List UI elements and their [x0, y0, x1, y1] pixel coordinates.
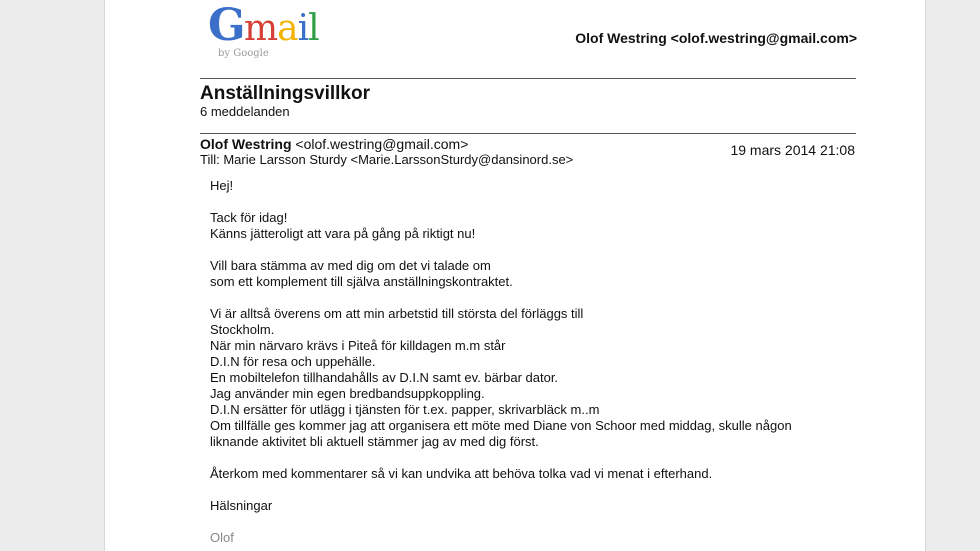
greeting: Hej! — [210, 178, 234, 193]
signature: Olof — [210, 530, 234, 545]
printed-email-page — [104, 0, 926, 551]
account-email: Olof Westring <olof.westring@gmail.com> — [575, 30, 857, 46]
logo-by-google: by Google — [218, 48, 269, 59]
thread-divider — [200, 133, 856, 134]
sender-email: <olof.westring@gmail.com> — [295, 136, 469, 152]
message-date: 19 mars 2014 21:08 — [730, 142, 855, 158]
header-divider — [200, 78, 856, 79]
paragraph-4: Återkom med kommentarer så vi kan undvika att behöva tolka vad vi menat i efterhand. — [210, 466, 713, 481]
paragraph-2: Vill bara stämma av med dig om det vi talade om som ett komplement till själva anställningskontraktet. — [210, 258, 513, 289]
closing: Hälsningar — [210, 498, 273, 513]
logo-wordmark: mail — [244, 8, 319, 49]
sender-name: Olof Westring — [200, 136, 292, 152]
paragraph-1: Tack för idag! Känns jätteroligt att vara på gång på riktigt nu! — [210, 210, 476, 241]
gmail-logo — [208, 0, 338, 62]
sender-line — [200, 136, 468, 152]
message-count: 6 meddelanden — [200, 104, 290, 119]
recipient-line: Till: Marie Larsson Sturdy <Marie.LarssonSturdy@dansinord.se> — [200, 152, 574, 167]
paragraph-3: Vi är alltså överens om att min arbetstid till största del förläggs till Stockholm. När min närvaro krävs i Piteå för killdagen m.m står D.I.N för resa och uppehälle. En mobiltelefon tillhandahålls av D.I.N samt ev. bärbar dator. Jag använder min egen bredbandsuppkoppling. D.I.N ersätter för utlägg i tjänsten för t.ex. papper, skrivarbläck m..m Om tillfälle ges kommer jag att organisera ett möte med Diane von Schoor med middag, skulle någon liknande aktivitet bli aktuell stämmer jag av med dig först. — [210, 306, 792, 449]
message-body — [210, 178, 890, 551]
logo-letter-g: G — [208, 0, 246, 51]
thread-subject: Anställningsvillkor — [200, 83, 370, 104]
